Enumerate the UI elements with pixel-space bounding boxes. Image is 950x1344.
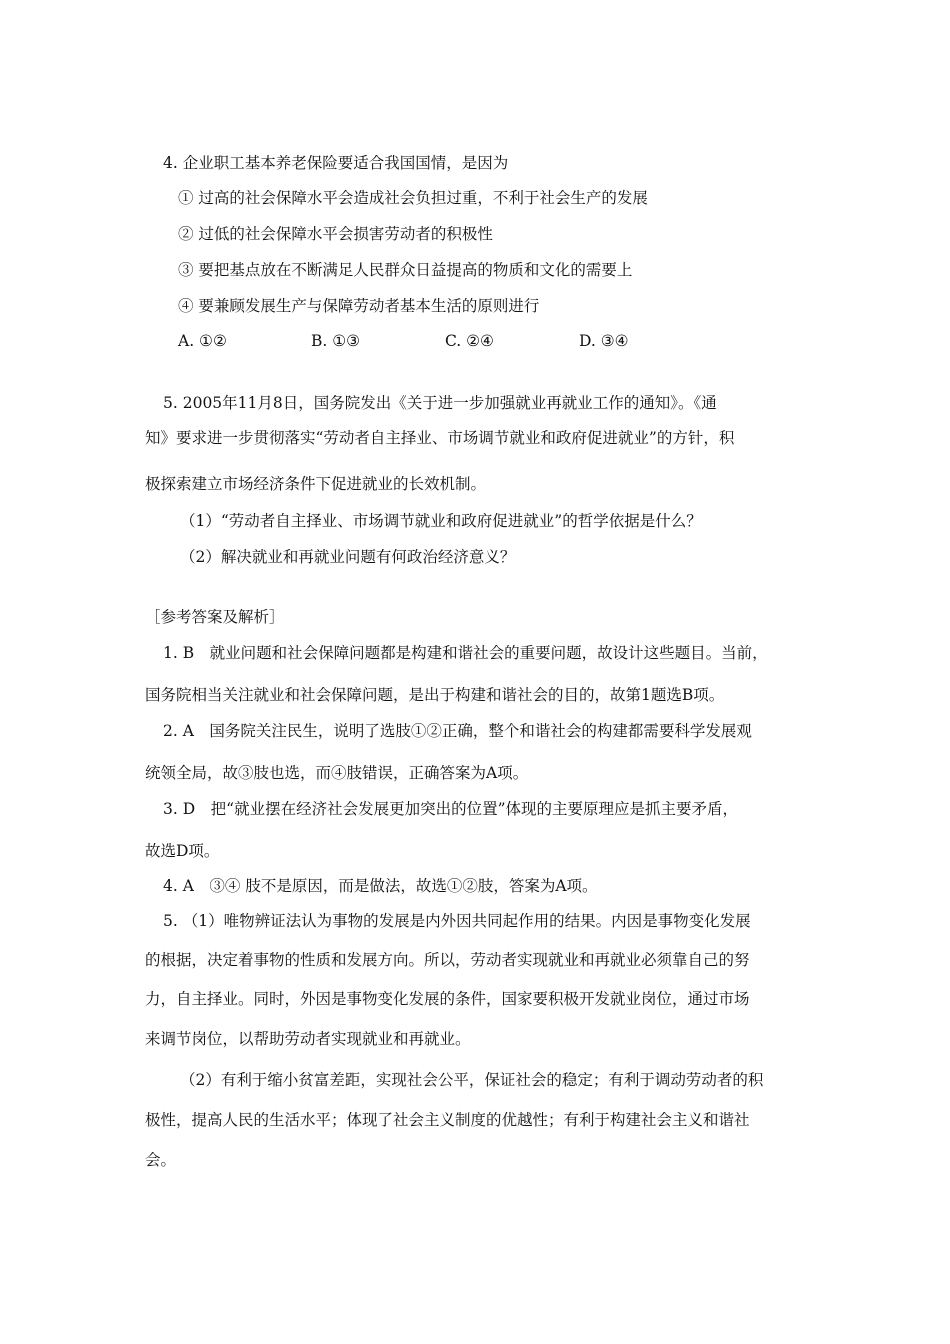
answer-5-part-1-line-2: 的根据，决定着事物的性质和发展方向。所以，劳动者实现就业和再就业必须靠自己的努 (145, 951, 750, 969)
answers-heading: ［参考答案及解析］ (145, 608, 285, 626)
answer-4: 4. A ③④ 肢不是原因，而是做法，故选①②肢，答案为A项。 (163, 877, 598, 895)
q4-item-1: ① 过高的社会保障水平会造成社会负担过重，不利于社会生产的发展 (178, 189, 648, 207)
answer-1-line-2: 国务院相当关注就业和社会保障问题，是出于构建和谐社会的目的，故第1题选B项。 (145, 686, 725, 704)
answer-3-line-1: 3. D 把“就业摆在经济社会发展更加突出的位置”体现的主要原理应是抓主要矛盾， (163, 800, 738, 818)
q4-item-4: ④ 要兼顾发展生产与保障劳动者基本生活的原则进行 (178, 297, 540, 315)
answer-2-line-2: 统领全局，故③肢也选，而④肢错误，正确答案为A项。 (145, 764, 529, 782)
answer-5-part-1-line-1: 5. （1）唯物辨证法认为事物的发展是内外因共同起作用的结果。内因是事物变化发展 (163, 912, 751, 930)
q4-option-c: C. ②④ (445, 332, 494, 350)
q4-option-a: A. ①② (178, 332, 227, 350)
answer-5-part-2-line-2: 极性，提高人民的生活水平；体现了社会主义制度的优越性；有利于构建社会主义和谐社 (145, 1111, 750, 1129)
q5-stem-line-1: 5. 2005年11月8日，国务院发出《关于进一步加强就业再就业工作的通知》。《通 (163, 394, 717, 412)
q4-stem: 4. 企业职工基本养老保险要适合我国国情，是因为 (163, 154, 509, 172)
answer-5-part-1-line-4: 来调节岗位，以帮助劳动者实现就业和再就业。 (145, 1030, 471, 1048)
answer-1-line-1: 1. B 就业问题和社会保障问题都是构建和谐社会的重要问题，故设计这些题目。当前， (163, 644, 768, 662)
q5-sub-question-2: （2）解决就业和再就业问题有何政治经济意义？ (180, 548, 516, 566)
answer-5-part-2-line-3: 会。 (145, 1151, 177, 1169)
q5-stem-line-3: 极探索建立市场经济条件下促进就业的长效机制。 (145, 475, 487, 493)
q4-item-3: ③ 要把基点放在不断满足人民群众日益提高的物质和文化的需要上 (178, 261, 633, 279)
answer-5-part-2-line-1: （2）有利于缩小贫富差距，实现社会公平，保证社会的稳定；有利于调动劳动者的积 (180, 1071, 764, 1089)
answer-3-line-2: 故选D项。 (145, 842, 220, 860)
q5-sub-question-1: （1）“劳动者自主择业、市场调节就业和政府促进就业”的哲学依据是什么？ (180, 512, 702, 530)
q4-item-2: ② 过低的社会保障水平会损害劳动者的积极性 (178, 225, 493, 243)
answer-2-line-1: 2. A 国务院关注民生，说明了选肢①②正确，整个和谐社会的构建都需要科学发展观 (163, 722, 752, 740)
q4-option-b: B. ①③ (311, 332, 361, 350)
q5-stem-line-2: 知》要求进一步贯彻落实“劳动者自主择业、市场调节就业和政府促进就业”的方针，积 (145, 429, 735, 447)
q4-option-d: D. ③④ (579, 332, 629, 350)
answer-5-part-1-line-3: 力，自主择业。同时，外因是事物变化发展的条件，国家要积极开发就业岗位，通过市场 (145, 990, 750, 1008)
